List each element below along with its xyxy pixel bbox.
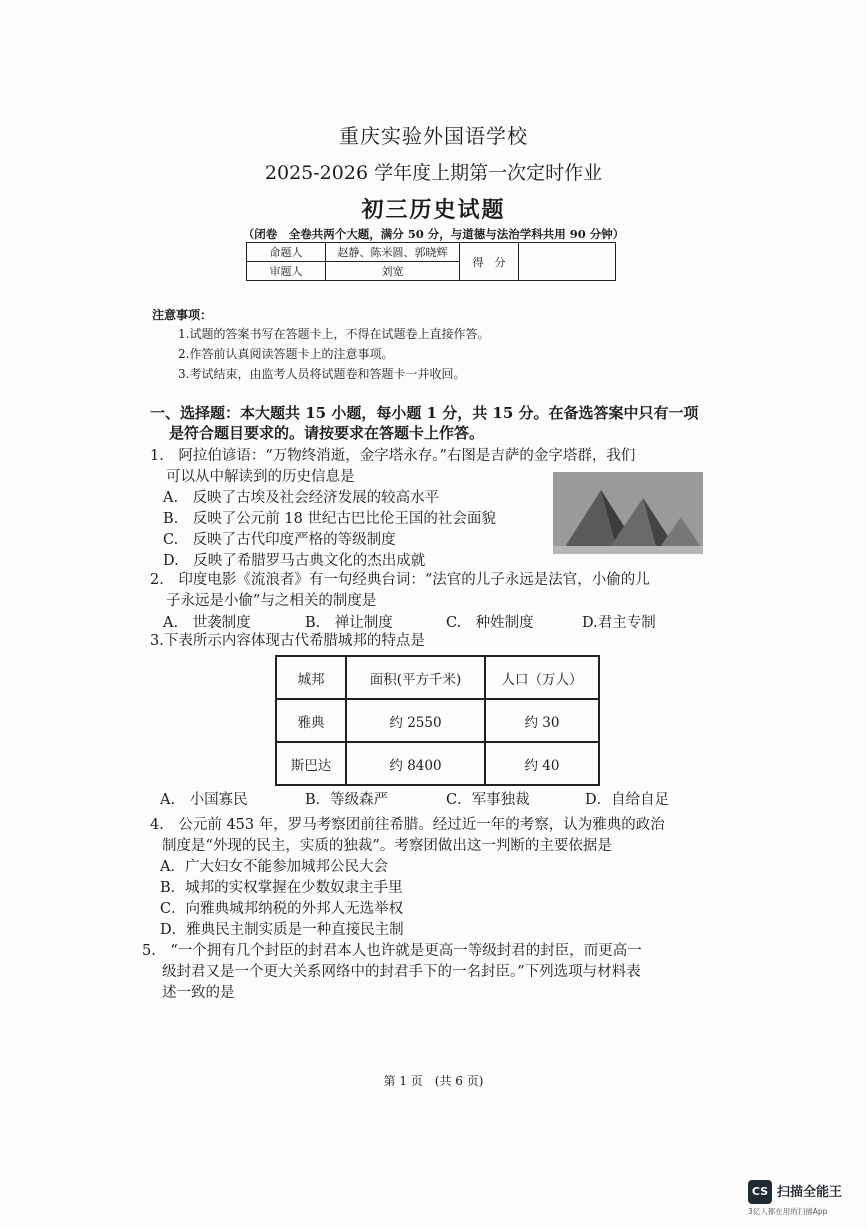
question-5-line1: 5. “一个拥有几个封臣的封君本人也许就是更高一等级封君的封臣，而更高一 bbox=[142, 943, 642, 959]
pyramid-photo bbox=[553, 472, 703, 554]
section-title-line1: 一、选择题：本大题共 15 小题，每小题 1 分，共 15 分。在备选答案中只有一项 bbox=[150, 404, 699, 422]
question-5-line3: 述一致的是 bbox=[162, 985, 235, 1001]
question-4-option-a: A．广大妇女不能参加城邦公民大会 bbox=[160, 859, 388, 875]
table-row bbox=[276, 699, 599, 742]
question-3-option-a: A. 小国寡民 bbox=[160, 792, 248, 808]
reviewer-label: 审题人 bbox=[247, 262, 326, 281]
subject-title: 初三历史试题 bbox=[361, 197, 506, 223]
score-label: 得 分 bbox=[460, 243, 519, 281]
section-title-line2: 是符合题目要求的。请按要求在答题卡上作答。 bbox=[169, 424, 485, 442]
question-3-option-b: B．等级森严 bbox=[305, 792, 389, 808]
city-state-table bbox=[275, 655, 600, 786]
page-number: 第 1 页 (共 6 页) bbox=[383, 1074, 484, 1088]
setter-table bbox=[246, 242, 616, 281]
question-1-option-b: B. 反映了公元前 18 世纪古巴比伦王国的社会面貌 bbox=[163, 511, 496, 527]
question-1-option-a: A. 反映了古埃及社会经济发展的较高水平 bbox=[163, 490, 440, 506]
question-4-line1: 4. 公元前 453 年，罗马考察团前往希腊。经过近一年的考察，认为雅典的政治 bbox=[150, 817, 665, 833]
question-2-option-d: D.君主专制 bbox=[582, 615, 656, 631]
question-1-line1: 1. 阿拉伯谚语：“万物终消逝，金字塔永存。”右图是吉萨的金字塔群，我们 bbox=[150, 448, 636, 464]
question-3-option-c: C．军事独裁 bbox=[446, 792, 530, 808]
question-2-option-c: C. 种姓制度 bbox=[446, 615, 534, 631]
question-4-line2: 制度是“外现的民主，实质的独裁”。考察团做出这一判断的主要依据是 bbox=[162, 838, 612, 854]
camscanner-tagline: 3亿人都在用的扫描App bbox=[748, 1207, 828, 1216]
question-4-option-d: D．雅典民主制实质是一种直接民主制 bbox=[160, 922, 404, 938]
table-header-cell: 人口（万人） bbox=[485, 656, 599, 699]
table-cell: 约 40 bbox=[485, 742, 599, 785]
question-3-line1: 3.下表所示内容体现古代希腊城邦的特点是 bbox=[150, 633, 425, 649]
table-cell: 雅典 bbox=[276, 699, 346, 742]
question-2-option-a: A. 世袭制度 bbox=[163, 615, 251, 631]
question-1-line2: 可以从中解读到的历史信息是 bbox=[166, 469, 355, 485]
table-header-cell: 面积(平方千米) bbox=[346, 656, 485, 699]
question-3-option-d: D．自给自足 bbox=[585, 792, 670, 808]
question-4-option-c: C．向雅典城邦纳税的外邦人无选举权 bbox=[160, 901, 404, 917]
question-1-option-d: D. 反映了希腊罗马古典文化的杰出成就 bbox=[163, 553, 426, 569]
table-cell: 约 8400 bbox=[346, 742, 485, 785]
notice-item: 1.试题的答案书写在答题卡上，不得在试题卷上直接作答。 bbox=[178, 327, 490, 341]
question-2-line2: 子永远是小偷”与之相关的制度是 bbox=[166, 593, 377, 609]
score-box bbox=[519, 243, 616, 281]
question-3-options bbox=[0, 790, 867, 810]
table-cell: 约 2550 bbox=[346, 699, 485, 742]
setter-names: 赵静、陈米圆、郭晓辉 bbox=[326, 243, 460, 262]
table-cell: 约 30 bbox=[485, 699, 599, 742]
table-header-cell: 城邦 bbox=[276, 656, 346, 699]
notice-item: 2.作答前认真阅读答题卡上的注意事项。 bbox=[178, 347, 394, 361]
reviewer-name: 刘宽 bbox=[326, 262, 460, 281]
table-cell: 斯巴达 bbox=[276, 742, 346, 785]
question-4-option-b: B．城邦的实权掌握在少数奴隶主手里 bbox=[160, 880, 403, 896]
notice-item: 3.考试结束，由监考人员将试题卷和答题卡一并收回。 bbox=[178, 367, 466, 381]
pyramid-icon bbox=[553, 472, 703, 554]
notice-title: 注意事项： bbox=[152, 308, 213, 322]
school-name: 重庆实验外国语学校 bbox=[339, 124, 528, 148]
question-2-option-b: B. 禅让制度 bbox=[305, 615, 393, 631]
question-2-line1: 2. 印度电影《流浪者》有一句经典台词：“法官的儿子永远是法官，小偷的儿 bbox=[150, 572, 650, 588]
setter-label: 命题人 bbox=[247, 243, 326, 262]
question-2-options bbox=[0, 613, 867, 633]
camscanner-brand: 扫描全能王 bbox=[777, 1185, 843, 1200]
question-5-line2: 级封君又是一个更大关系网络中的封君手下的一名封臣。”下列选项与材料表 bbox=[162, 964, 641, 980]
exam-info: （闭卷 全卷共两个大题，满分 50 分，与道德与法治学科共用 90 分钟） bbox=[242, 227, 625, 241]
section-title bbox=[150, 403, 730, 443]
camscanner-logo-icon: CS bbox=[748, 1180, 772, 1204]
term-title: 2025-2026 学年度上期第一次定时作业 bbox=[264, 162, 603, 184]
table-row bbox=[276, 742, 599, 785]
question-1-option-c: C. 反映了古代印度严格的等级制度 bbox=[163, 532, 396, 548]
